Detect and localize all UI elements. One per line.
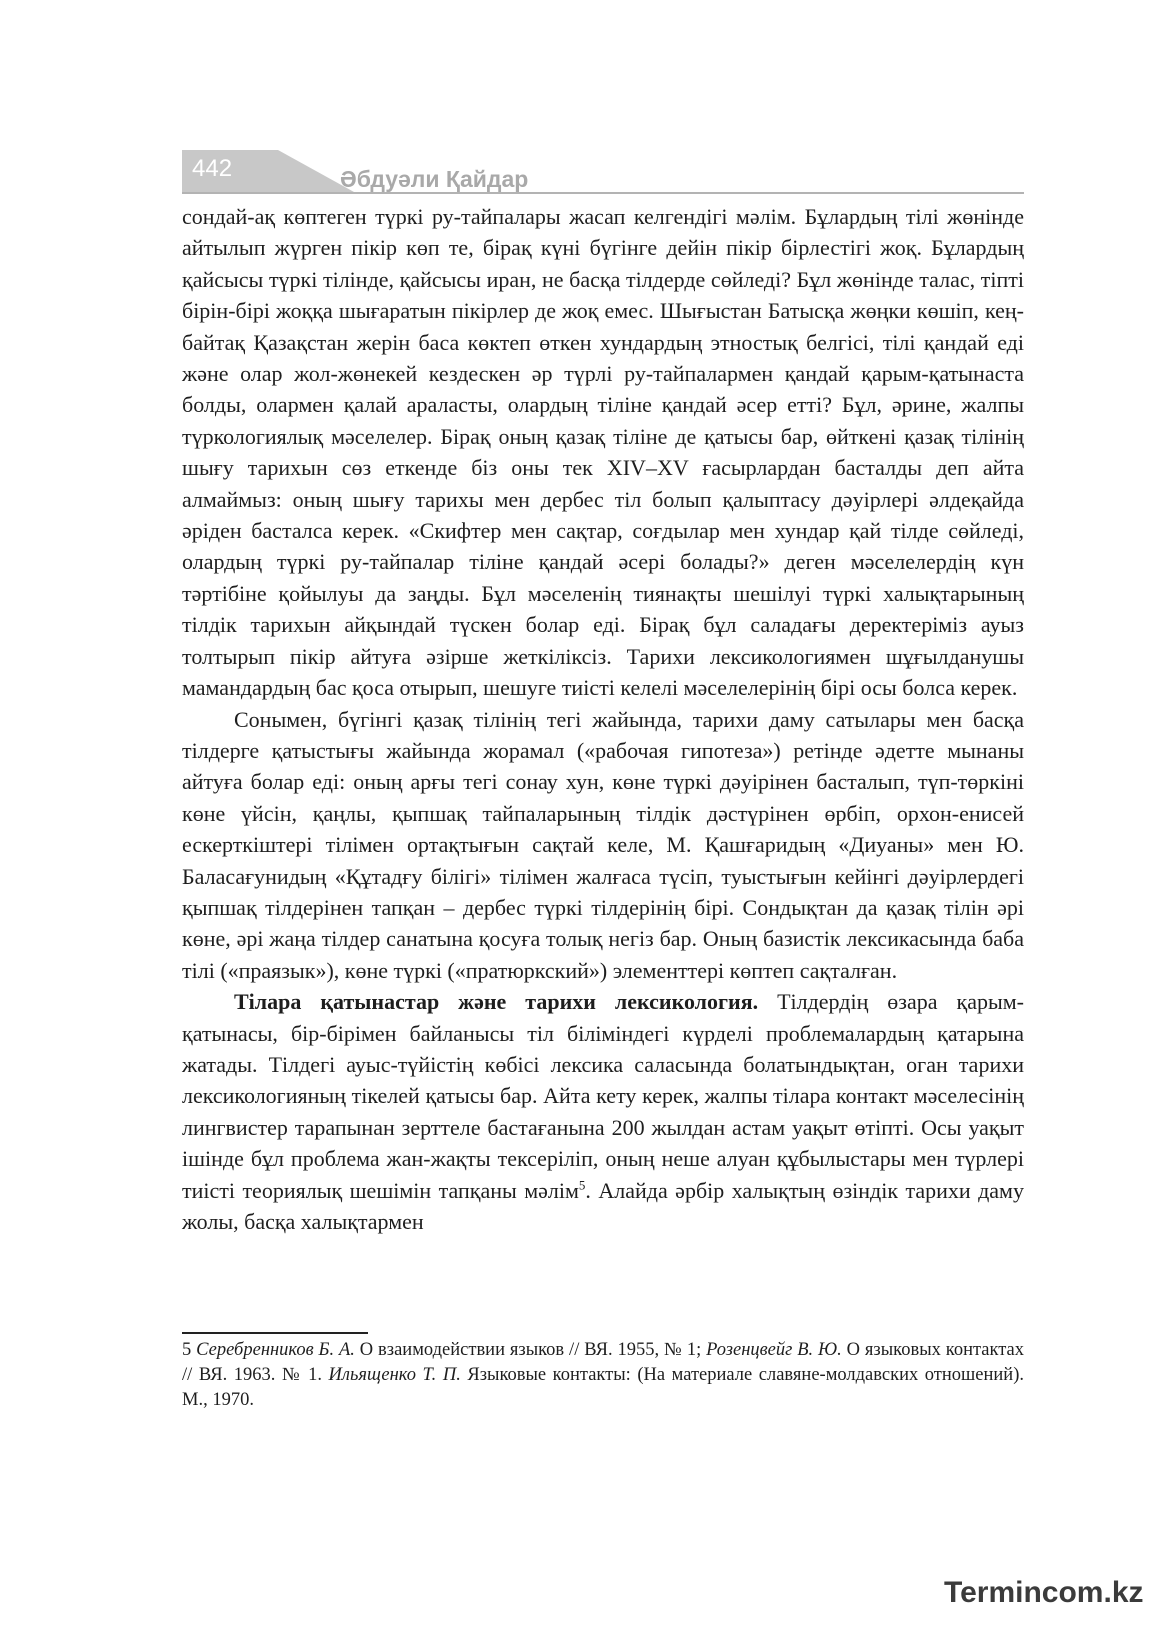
footnote-author-3: Ильященко Т. П. [328, 1365, 461, 1385]
watermark-logo: Termincom.kz [944, 1576, 1144, 1609]
paragraph-3 [182, 986, 1024, 1237]
header-rule [182, 192, 1024, 194]
paragraph-3-text: Тілдердің өзара қарым-қатынасы, бір-бірімен байланысы тіл біліміндегі күрделі проблемалардың қатарына жатады. Тілдегі ауыс-түйістің көбісі лексика саласында болатындықтан, оган тарихи лексикологияның тікелей қатысы бар. Айта кету керек, жалпы тілара контакт мәселесінің лингвистер тарапынан зерттеле бастағанына 200 жылдан астам уақыт өтіпті. Осы уақыт ішінде бұл проблема жан-жақты тексеріліп, оның неше алуан құбылыстары мен түрлері тиісті теориялық шешімін тапқаны мәлім [182, 989, 1024, 1203]
footnote-separator [182, 1332, 368, 1334]
footnote-author-2: Розенцвейг В. Ю. [706, 1340, 842, 1360]
paragraph-1: сондай-ақ көптеген түркі ру-тайпалары жасап келгендігі мәлім. Бұлардың тілі жөнінде айтылып жүрген пікір көп те, бірақ күні бүгінге дейін пікір бірлестігі жоқ. Бұлардың қайсысы түркі тілінде, қайсысы иран, не басқа тілдерде сөйледі? Бұл жөнінде талас, тіпті бірін-бірі жоққа шығаратын пікірлер де жоқ емес. Шығыстан Батысқа жөңки көшіп, кең-байтақ Қазақстан жерін баса көктеп өткен хундардың этностық белгісі, тілі қандай еді және олар жол-жөнекей кездескен әр түрлі ру-тайпалармен қандай қарым-қатынаста болды, олармен қалай араласты, олардың тіліне қандай әсер етті? Бұл, әрине, жалпы түркологиялық мәселелер. Бірақ оның қазақ тіліне де қатысы бар, өйткені қазақ тілінің шығу тарихын сөз еткенде біз оны тек XIV–XV ғасырлардан басталды деп айта алмаймыз: оның шығу тарихы мен дербес тіл болып қалыптасу дәуірлері әлдеқайда әріден басталса керек. «Скифтер мен сақтар, соғдылар мен хундар қай тілде сөйледі, олардың түркі ру-тайпалар тіліне қандай әсері болады?» деген мәселелердің күн тәртібіне қойылуы да заңды. Бұл мәселенің тиянақты шешілуі түркі халықтарының тілдік тарихын айқындай түскен болар еді. Бірақ бұл саладағы деректеріміз ауыз толтырып пікір айтуға әзірше жеткіліксіз. Тарихи лексикологиямен шұғылданушы мамандардың бас қоса отырып, шешуге тиісті келелі мәселелерінің бірі осы болса керек. [182, 204, 1024, 701]
paragraph-2: Сонымен, бүгінгі қазақ тілінің тегі жайында, тарихи даму сатылары мен басқа тілдерге қатыстығы жайында жорамал («рабочая гипотеза») ретінде әдетте мынаны айтуға болар еді: оның арғы тегі сонау хун, көне түркі дәуірінен басталып, түп-төркіні көне үйсін, қаңлы, қыпшақ тайпаларының тілдік дәстүрінен өрбіп, орхон-енисей ескерткіштері тілімен ортақтығын сақтай келе, М. Қашғаридың «Диуаны» мен Ю. Баласағунидың «Құтадғу білігі» тілімен жалғаса түсіп, туыстығын кейінгі дәуірлердегі қыпшақ тілдерінен тапқан – дербес түркі тілдерінің бірі. Сондықтан да қазақ тілін әрі көне, әрі жаңа тілдер санатына қосуға толық негіз бар. Оның базистік лексикасында баба тілі («праязык»), көне түркі («пратюркский») элементтері көптеп сақталған. [182, 706, 1024, 983]
footnote-text-1: О взаимодействии языков // ВЯ. 1955, № 1; [354, 1340, 707, 1360]
running-header-author: Әбдуәли Қайдар [340, 166, 529, 192]
page-number: 442 [192, 155, 233, 182]
footnote-number: 5 [182, 1340, 192, 1360]
footnote-reference[interactable]: 5 [578, 1177, 586, 1193]
paragraph-3-tail: . Алайда әрбір халықтың өзіндік тарихи даму жолы, басқа халықтармен [182, 1177, 1024, 1234]
footnote-author-1: Серебренников Б. А. [196, 1340, 355, 1360]
footnote-text-3: Языковые контакты: (На материале славяне-молдавских отношений). М., 1970. [182, 1365, 1024, 1410]
running-header [182, 150, 1024, 194]
footnote [182, 1338, 1024, 1413]
footnote-text-2: О языковых контактах // ВЯ. 1963. № 1. [182, 1340, 1025, 1385]
section-heading: Тілара қатынастар және тарихи лексикология. [234, 989, 759, 1015]
main-text [182, 201, 1024, 1237]
